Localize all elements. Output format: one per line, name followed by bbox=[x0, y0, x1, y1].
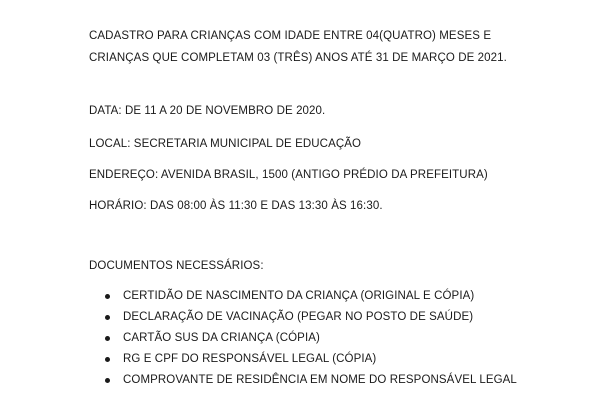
bullet-icon bbox=[105, 294, 110, 299]
intro-line-1: CADASTRO PARA CRIANÇAS COM IDADE ENTRE 04(QUATRO) MESES E bbox=[89, 30, 492, 42]
location-line: LOCAL: SECRETARIA MUNICIPAL DE EDUCAÇÃO bbox=[89, 138, 362, 150]
bullet-icon bbox=[105, 315, 110, 320]
bullet-icon bbox=[105, 336, 110, 341]
list-item-text: CARTÃO SUS DA CRIANÇA (CÓPIA) bbox=[123, 332, 320, 344]
documents-heading: DOCUMENTOS NECESSÁRIOS: bbox=[89, 260, 264, 272]
list-item-text: RG E CPF DO RESPONSÁVEL LEGAL (CÓPIA) bbox=[123, 353, 377, 365]
bullet-icon bbox=[105, 357, 110, 362]
list-item-text: DECLARAÇÃO DE VACINAÇÃO (PEGAR NO POSTO DE SAÚDE) bbox=[123, 311, 474, 323]
hours-line: HORÁRIO: DAS 08:00 ÀS 11:30 E DAS 13:30 ÀS 16:30. bbox=[89, 200, 383, 212]
bullet-icon bbox=[105, 378, 110, 383]
list-item-text: COMPROVANTE DE RESIDÊNCIA EM NOME DO RESPONSÁVEL LEGAL bbox=[123, 374, 517, 386]
intro-line-2: CRIANÇAS QUE COMPLETAM 03 (TRÊS) ANOS ATÉ 31 DE MARÇO DE 2021. bbox=[89, 52, 507, 64]
date-line: DATA: DE 11 A 20 DE NOVEMBRO DE 2020. bbox=[89, 105, 326, 117]
address-line: ENDEREÇO: AVENIDA BRASIL, 1500 (ANTIGO PRÉDIO DA PREFEITURA) bbox=[89, 169, 488, 181]
list-item-text: CERTIDÃO DE NASCIMENTO DA CRIANÇA (ORIGINAL E CÓPIA) bbox=[123, 290, 475, 302]
